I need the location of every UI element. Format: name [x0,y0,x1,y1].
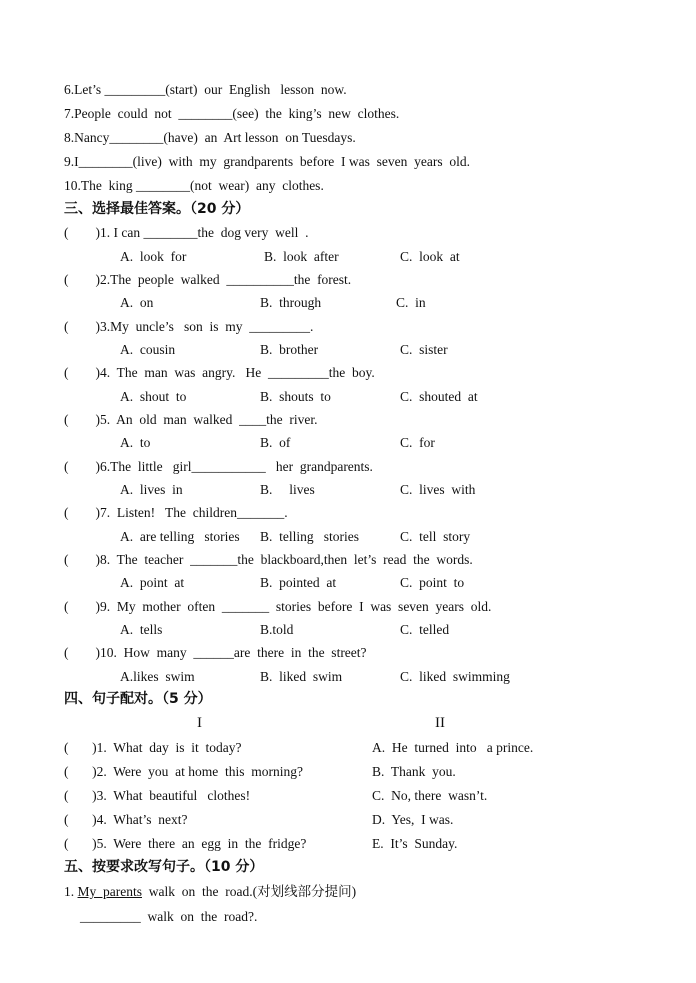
fill-in-6: 6.Let’s _________(start) our English lesson now. [64,82,347,97]
section4-title: 四、句子配对。（5 分） [64,691,212,707]
fill-in-7: 7.People could not ________(see) the king’s new clothes. [64,106,400,121]
mc-q6-option-b: B. lives [260,482,315,497]
section5-title: 五、按要求改写句子。（10 分） [64,859,264,875]
mc-q10-option-b: B. liked swim [260,669,343,684]
fill-in-9: 9.I________(live) with my grandparents before I was seven years old. [64,154,471,169]
rewrite-q1-rest: walk on the road.(对划线部分提问) [142,884,357,899]
mc-q7-option-c: C. tell story [400,529,471,544]
mc-q2-option-c: C. in [396,295,426,310]
column-heading-i: I [197,715,202,731]
match-left-4: ( )4. What’s next? [64,812,188,827]
mc-q1-option-b: B. look after [264,249,339,264]
mc-q1-option-a: A. look for [120,249,187,264]
mc-q3-stem: ( )3.My uncle’s son is my _________. [64,319,314,334]
fill-in-10: 10.The king ________(not wear) any clothes. [64,178,324,193]
mc-q5-option-c: C. for [400,435,435,450]
mc-q1-stem: ( )1. I can ________the dog very well . [64,225,309,240]
mc-q6-option-a: A. lives in [120,482,183,497]
mc-q2-option-b: B. through [260,295,322,310]
mc-q9-stem: ( )9. My mother often _______ stories before I was seven years old. [64,599,492,614]
mc-q2-option-a: A. on [120,295,154,310]
match-left-5: ( )5. Were there an egg in the fridge? [64,836,307,851]
mc-q9-option-c: C. telled [400,622,450,637]
rewrite-q1-answer: _________ walk on the road?. [80,909,258,924]
match-left-2: ( )2. Were you at home this morning? [64,764,303,779]
match-left-1: ( )1. What day is it today? [64,740,242,755]
mc-q8-stem: ( )8. The teacher _______the blackboard,then let’s read the words. [64,552,473,567]
rewrite-q1-number: 1. [64,884,78,899]
mc-q3-option-a: A. cousin [120,342,176,357]
match-right-a: A. He turned into a prince. [372,740,534,755]
column-heading-ii: II [435,715,445,731]
mc-q9-option-b: B.told [260,622,294,637]
match-right-e: E. It’s Sunday. [372,836,458,851]
rewrite-q1-underlined: My parents [77,884,142,899]
mc-q4-option-a: A. shout to [120,389,187,404]
match-left-3: ( )3. What beautiful clothes! [64,788,251,803]
mc-q5-stem: ( )5. An old man walked ____the river. [64,412,318,427]
mc-q6-option-c: C. lives with [400,482,476,497]
match-right-d: D. Yes, I was. [372,812,454,827]
mc-q7-stem: ( )7. Listen! The children_______. [64,505,288,520]
section3-title: 三、选择最佳答案。（20 分） [64,201,250,217]
mc-q5-option-a: A. to [120,435,151,450]
fill-in-8: 8.Nancy________(have) an Art lesson on Tuesdays. [64,130,356,145]
mc-q5-option-b: B. of [260,435,291,450]
match-right-b: B. Thank you. [372,764,456,779]
mc-q4-stem: ( )4. The man was angry. He _________the boy. [64,365,375,380]
mc-q4-option-c: C. shouted at [400,389,478,404]
mc-q2-stem: ( )2.The people walked __________the forest. [64,272,352,287]
rewrite-q1 [64,883,356,901]
mc-q4-option-b: B. shouts to [260,389,331,404]
mc-q10-stem: ( )10. How many ______are there in the street? [64,645,367,660]
mc-q8-option-b: B. pointed at [260,575,337,590]
match-right-c: C. No, there wasn’t. [372,788,488,803]
mc-q1-option-c: C. look at [400,249,460,264]
mc-q10-option-c: C. liked swimming [400,669,510,684]
mc-q7-option-b: B. telling stories [260,529,359,544]
mc-q8-option-c: C. point to [400,575,465,590]
mc-q3-option-c: C. sister [400,342,448,357]
mc-q6-stem: ( )6.The little girl___________ her grandparents. [64,459,373,474]
mc-q7-option-a: A. are telling stories [120,529,240,544]
mc-q9-option-a: A. tells [120,622,163,637]
mc-q8-option-a: A. point at [120,575,185,590]
mc-q10-option-a: A.likes swim [120,669,195,684]
mc-q3-option-b: B. brother [260,342,319,357]
